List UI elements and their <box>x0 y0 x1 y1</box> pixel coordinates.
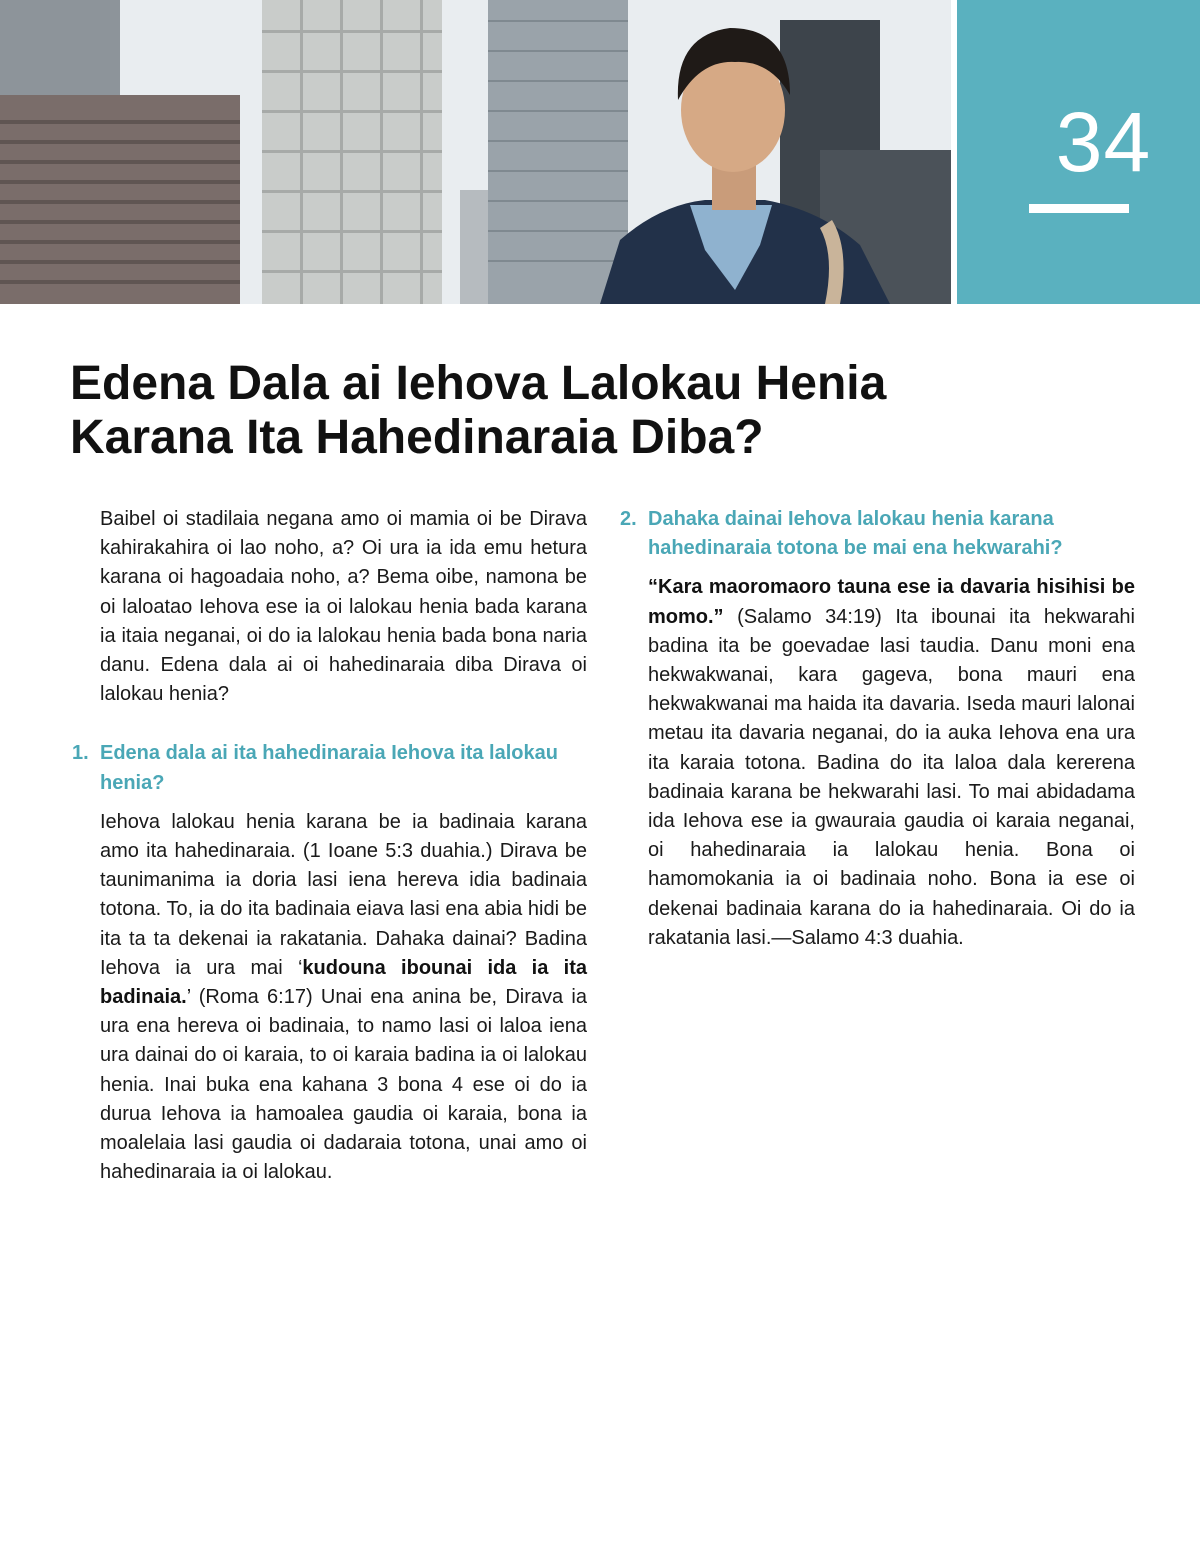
answer-paragraph-1 <box>72 808 587 1188</box>
answer-1-text-a: Iehova lalokau henia karana be ia badinaia karana amo ita hahedinaraia. (1 Ioane 5:3 duahia.) Dirava be taunimanima ia doria lasi iena hereva idia badinaia totona. To, ia do ita badinaia eiava lasi ena abia hidi be ita ta ta dekenai ia rakatania. Dahaka dainai? Badina Iehova ia ura mai ‘ <box>100 810 587 979</box>
question-heading-1 <box>72 739 587 797</box>
answer-1-text-b: ’ (Roma 6:17) Unai ena anina be, Dirava ia ura ena hereva oi badinaia, to namo lasi oi laloa iena ura dainai do oi karaia, to oi karaia badina ia oi lalokau henia. Inai buka ena kahana 3 bona 4 ese oi do ia durua Iehova ia hamoalea gaudia oi karaia, bona ia moalelaia lasi gaudia oi dadaraia totona, unai amo oi hahedinaraia ia oi lalokau. <box>100 986 587 1184</box>
answer-2-text: (Salamo 34:19) Ita ibounai ita hekwarahi badina ita be goevadae lasi taudia. Danu moni ena hekwakwanai, kara gageva, bona mauri ena hekwakwanai ma haida ita davaria. Iseda mauri lalonai metau ita davaria neganai, do ia auka Iehova ena ura ita karaia totona. Badina do ita laloa dala kererena badinaia karana be hekwarahi lasi. To mai abidadama ida Iehova ese ia gwauraia gaudia oi karaia neganai, oi hahedinaraia ia lalokau henia. Bona oi hamomokania ia oi badinaia noho. Bona ia ese oi dekenai badinaia karana do ia hahedinaraia. Oi do ia rakatania lasi.—Salamo 4:3 duahia. <box>648 605 1135 949</box>
answer-1-quote: kudouna ibounai ida ia ita badinaia. <box>100 956 587 1009</box>
question-number-1: 1. <box>72 742 89 765</box>
page-title <box>70 357 1070 465</box>
lesson-number-rule <box>1029 204 1129 213</box>
question-text-2: Dahaka dainai Iehova lalokau henia karana hahedinaraia totona be mai ena hekwarahi? <box>648 508 1063 560</box>
intro-paragraph: Baibel oi stadilaia negana amo oi mamia oi be Dirava kahirakahira oi lao noho, a? Oi ura ia ida emu hetura karana oi hagoadaia noho, a? Bema oibe, namona be oi laloatao Iehova ese ia oi lalokau henia bada karana ia itaia neganai, oi do ia lalokau henia bada bona naria danu. Edena dala ai oi hahedinaraia diba Dirava oi lalokau henia? <box>100 508 587 706</box>
answer-paragraph-2 <box>620 573 1135 953</box>
question-number-2: 2. <box>620 508 637 530</box>
page-title-line-2: Karana Ita Hahedinaraia Diba? <box>70 411 764 464</box>
page-title-line-1: Edena Dala ai Iehova Lalokau Henia <box>70 357 887 410</box>
city-portrait-photo <box>0 0 951 304</box>
header-photo <box>0 0 951 304</box>
left-column <box>72 505 587 1187</box>
question-heading-2 <box>620 505 1135 563</box>
right-column <box>620 505 1135 953</box>
answer-2-quote: “Kara maoromaoro tauna ese ia davaria hisihisi be momo.” <box>648 576 1135 628</box>
question-text-1: Edena dala ai ita hahedinaraia Iehova ita lalokau henia? <box>100 742 558 794</box>
lesson-number: 34 <box>1055 95 1152 189</box>
lesson-number-box <box>957 0 1200 304</box>
